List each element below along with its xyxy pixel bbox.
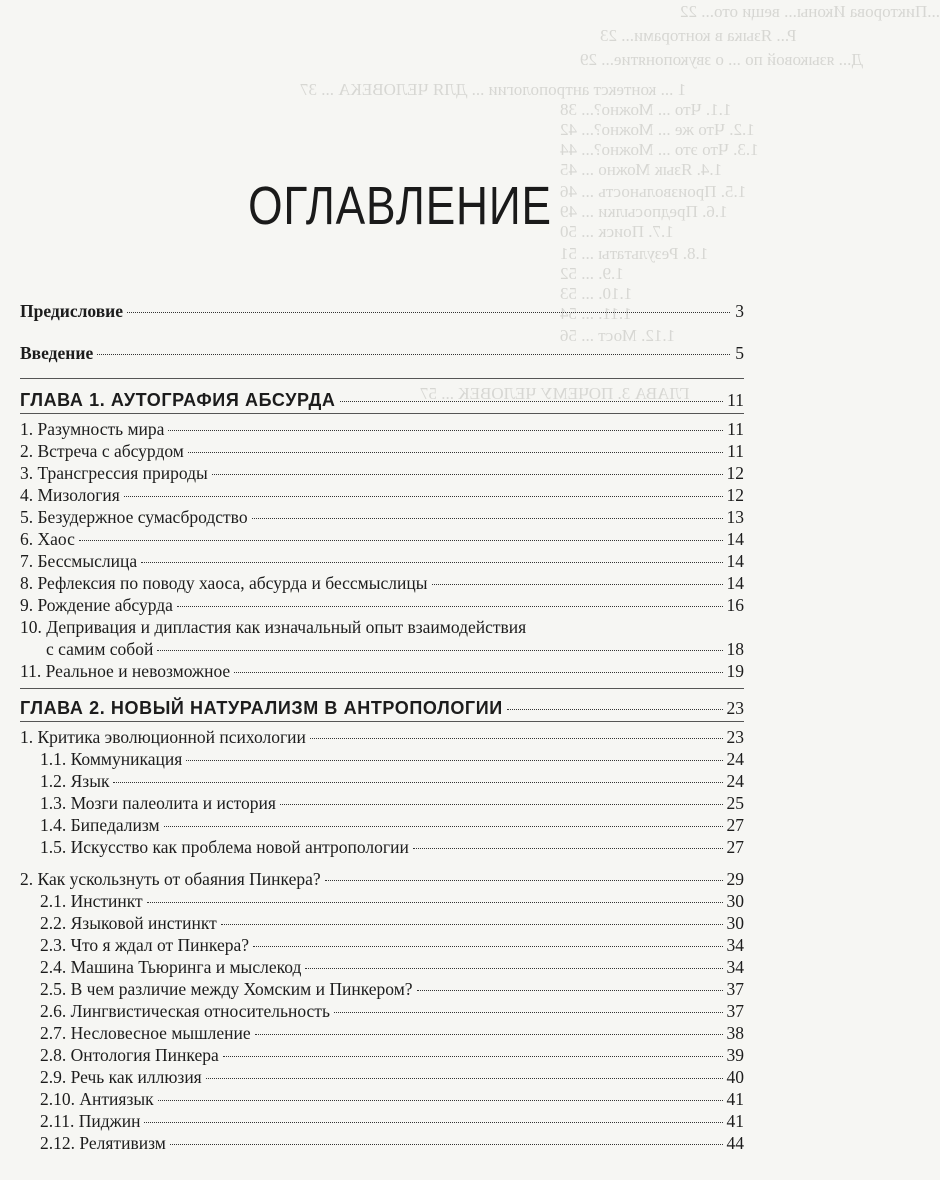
toc-entry-label: 2.2. Языковой инстинкт: [40, 913, 217, 933]
dot-leader: [157, 650, 722, 651]
toc-entry: [20, 660, 744, 682]
toc-page-number: 14: [726, 529, 744, 549]
toc-entry-label: 2.11. Пиджин: [40, 1111, 141, 1131]
bleed-line: Р... Языка в конторами... 23: [600, 26, 797, 45]
toc-entry-label: 7. Бессмыслица: [20, 551, 138, 571]
toc-entry: [20, 726, 744, 748]
toc-subentry: [20, 1044, 744, 1066]
toc-entry-label: 1.1. Коммуникация: [40, 749, 183, 769]
toc-page-number: 18: [726, 639, 744, 659]
dot-leader: [280, 804, 723, 805]
toc-subentry: [20, 1110, 744, 1132]
toc-entry-label: 2.7. Несловесное мышление: [40, 1023, 251, 1043]
bleed-line: 1.1. Что ... Можно?... 38: [560, 100, 732, 119]
dot-leader: [253, 946, 722, 947]
toc-entry-label: Введение: [20, 343, 94, 363]
dot-leader: [221, 924, 723, 925]
toc-entry-label: 9. Рождение абсурда: [20, 595, 173, 615]
toc-page-number: 41: [726, 1111, 744, 1131]
dot-leader: [170, 1144, 723, 1145]
toc-page-number: 37: [726, 1001, 744, 1021]
table-of-contents: [20, 300, 744, 1154]
dot-leader: [188, 452, 723, 453]
dot-leader: [234, 672, 722, 673]
toc-entry-label: 1. Разумность мира: [20, 419, 165, 439]
toc-entry-label: 8. Рефлексия по поводу хаоса, абсурда и бессмыслицы: [20, 573, 428, 593]
toc-page-number: 25: [726, 793, 744, 813]
toc-entry-label: 2.4. Машина Тьюринга и мыслекод: [40, 957, 302, 977]
toc-subentry: [20, 1000, 744, 1022]
bleed-line: 1.2. Что же ... Можно?... 42: [560, 120, 755, 139]
toc-subentry: [20, 890, 744, 912]
toc-page-number: 29: [726, 869, 744, 889]
dot-leader: [310, 738, 723, 739]
dot-leader: [124, 496, 723, 497]
toc-page-number: 39: [726, 1045, 744, 1065]
toc-page-number: 13: [726, 507, 744, 527]
chapter-heading: ГЛАВА 2. НОВЫЙ НАТУРАЛИЗМ В АНТРОПОЛОГИИ: [20, 698, 503, 718]
dot-leader: [340, 401, 724, 402]
bleed-line: 1.3. Что это ... Можно?... 44: [560, 140, 759, 159]
toc-entry: [20, 462, 744, 484]
bleed-line: 1.11. ... 54: [560, 304, 632, 323]
toc-entry: [20, 440, 744, 462]
dot-leader: [305, 968, 722, 969]
toc-entry-label: с самим собой: [46, 639, 154, 659]
dot-leader: [507, 709, 723, 710]
toc-entry-label: 6. Хаос: [20, 529, 75, 549]
dot-leader: [97, 354, 730, 355]
dot-leader: [413, 848, 723, 849]
dot-leader: [113, 782, 722, 783]
toc-entry-label: 1. Критика эволюционной психологии: [20, 727, 306, 747]
toc-entry-label: 2.1. Инстинкт: [40, 891, 143, 911]
toc-subentry: [20, 814, 744, 836]
dot-leader: [177, 606, 723, 607]
toc-page-number: 30: [726, 913, 744, 933]
toc-page-number: 11: [727, 390, 744, 410]
toc-page-number: 11: [727, 441, 744, 461]
bleed-line: 1.10. ... 53: [560, 284, 633, 303]
dot-leader: [79, 540, 723, 541]
toc-page-number: 5: [735, 343, 744, 363]
toc-page-number: 12: [726, 463, 744, 483]
toc-page-number: 24: [726, 749, 744, 769]
toc-entry-label: 10. Депривация и дипластия как изначальный опыт взаимодействия: [20, 617, 527, 637]
bleed-line: 1.5. Произвольность ... 46: [560, 182, 747, 201]
toc-chapter-2: [20, 697, 744, 719]
toc-entry-label: 1.4. Бипедализм: [40, 815, 160, 835]
toc-page-number: 34: [726, 935, 744, 955]
dot-leader: [158, 1100, 723, 1101]
toc-subentry: [20, 1022, 744, 1044]
toc-subentry: [20, 978, 744, 1000]
toc-entry: [20, 868, 744, 890]
toc-entry: [20, 550, 744, 572]
toc-page-number: 3: [735, 301, 744, 321]
toc-entry-label: 2. Как ускользнуть от обаяния Пинкера?: [20, 869, 321, 889]
dot-leader: [417, 990, 723, 991]
dot-leader: [164, 826, 723, 827]
bleed-line: 1.9. ... 52: [560, 264, 624, 283]
toc-page-number: 12: [726, 485, 744, 505]
toc-page-number: 24: [726, 771, 744, 791]
toc-page-number: 44: [726, 1133, 744, 1153]
bleed-line: 1.8. Результаты ... 51: [560, 244, 709, 263]
toc-entry-introduction: [20, 342, 744, 364]
toc-entry-label: 2.8. Онтология Пинкера: [40, 1045, 219, 1065]
toc-entry-label: 2. Встреча с абсурдом: [20, 441, 184, 461]
toc-page-number: 19: [726, 661, 744, 681]
dot-leader: [186, 760, 722, 761]
bleed-line: 1.7. Поиск ... 50: [560, 222, 674, 241]
dot-leader: [206, 1078, 723, 1079]
chapter-heading: ГЛАВА 1. АУТОГРАФИЯ АБСУРДА: [20, 390, 336, 410]
toc-page-number: 14: [726, 551, 744, 571]
bleed-line: ...Пикторова Иконы... вещи ото... 22: [680, 2, 940, 21]
toc-entry-label: 2.6. Лингвистическая относительность: [40, 1001, 330, 1021]
dot-leader: [432, 584, 723, 585]
toc-entry: [20, 594, 744, 616]
toc-chapter-1: [20, 389, 744, 411]
bleed-line: 1 ... контекст антропологии ... ДЛЯ ЧЕЛОВЕКА ... 37: [300, 80, 687, 99]
dot-leader: [252, 518, 723, 519]
page-title: ОГЛАВЛЕНИЕ: [248, 176, 552, 236]
bleed-line: 1.12. Мост ... 56: [560, 326, 676, 345]
toc-entry-label: 1.2. Язык: [40, 771, 110, 791]
toc-entry-label: 2.5. В чем различие между Хомским и Пинкером?: [40, 979, 413, 999]
toc-subentry: [20, 1066, 744, 1088]
bleed-line: Д... языковой по ... о звукопонятие... 29: [580, 50, 863, 69]
dot-leader: [127, 312, 730, 313]
toc-entry: [20, 572, 744, 594]
toc-page-number: 23: [726, 698, 744, 718]
toc-subentry: [20, 1088, 744, 1110]
bleed-line: ГЛАВА 3. ПОЧЕМУ ЧЕЛОВЕК ... 57: [420, 384, 690, 403]
toc-page-number: 14: [726, 573, 744, 593]
toc-page-number: 11: [727, 419, 744, 439]
dot-leader: [223, 1056, 723, 1057]
dot-leader: [144, 1122, 722, 1123]
toc-entry: [20, 484, 744, 506]
toc-entry-label: 2.9. Речь как иллюзия: [40, 1067, 202, 1087]
toc-entry: [20, 528, 744, 550]
toc-entry-label: 2.10. Антиязык: [40, 1089, 154, 1109]
dot-leader: [168, 430, 723, 431]
dot-leader: [334, 1012, 723, 1013]
toc-subentry: [20, 836, 744, 858]
bleed-line: 1.4. Язык Можно ... 45: [560, 160, 723, 179]
toc-page-number: 38: [726, 1023, 744, 1043]
bleed-line: 1.6. Предпосылки ... 49: [560, 202, 728, 221]
toc-entry-label: 3. Трансгрессия природы: [20, 463, 208, 483]
toc-page-number: 41: [726, 1089, 744, 1109]
toc-subentry: [20, 912, 744, 934]
toc-entry-preface: [20, 300, 744, 322]
toc-entry-label: 11. Реальное и невозможное: [20, 661, 231, 681]
toc-page-number: 27: [726, 837, 744, 857]
toc-page-number: 37: [726, 979, 744, 999]
toc-entry-label: 2.3. Что я ждал от Пинкера?: [40, 935, 250, 955]
toc-page-number: 30: [726, 891, 744, 911]
toc-entry-label: 1.3. Мозги палеолита и история: [40, 793, 276, 813]
toc-page-number: 23: [726, 727, 744, 747]
toc-subentry: [20, 956, 744, 978]
toc-subentry: [20, 770, 744, 792]
toc-subentry: [20, 934, 744, 956]
toc-entry-label: Предисловие: [20, 301, 124, 321]
dot-leader: [255, 1034, 723, 1035]
toc-subentry: [20, 748, 744, 770]
dot-leader: [212, 474, 723, 475]
toc-entry-label: 1.5. Искусство как проблема новой антропологии: [40, 837, 409, 857]
toc-entry: [20, 506, 744, 528]
toc-page-number: 27: [726, 815, 744, 835]
toc-subentry: [20, 1132, 744, 1154]
toc-page-number: 40: [726, 1067, 744, 1087]
toc-entry: [20, 638, 744, 660]
toc-entry-label: 4. Мизология: [20, 485, 120, 505]
toc-entry-label: 5. Безудержное сумасбродство: [20, 507, 248, 527]
toc-page-number: 16: [726, 595, 744, 615]
dot-leader: [325, 880, 723, 881]
toc-subentry: [20, 792, 744, 814]
toc-entry: [20, 418, 744, 440]
dot-leader: [147, 902, 723, 903]
toc-entry-label: 2.12. Релятивизм: [40, 1133, 166, 1153]
toc-page-number: 34: [726, 957, 744, 977]
dot-leader: [141, 562, 722, 563]
